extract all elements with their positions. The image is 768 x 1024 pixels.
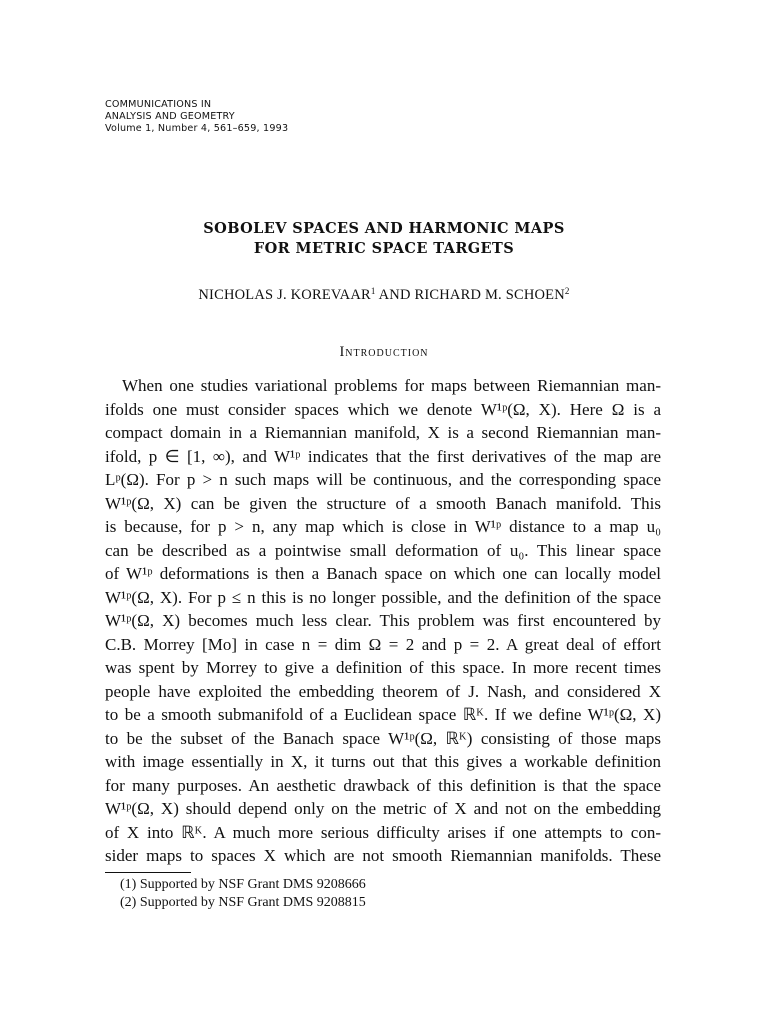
body-line: of X into ℝᴷ. A much more serious difficulty arises if one attempts to con-	[105, 822, 661, 842]
body-line: W¹ᵖ(Ω, X) should depend only on the metric of X and not on the embedding	[105, 799, 661, 818]
body-line: was spent by Morrey to give a definition of this space. In more recent times	[105, 658, 661, 677]
body-line: ifold, p ∈ [1, ∞), and W¹ᵖ indicates that the first derivatives of the map are	[105, 446, 661, 466]
body-line: of W¹ᵖ deformations is then a Banach space on which one can locally model	[105, 564, 661, 583]
paper-title	[0, 219, 768, 259]
journal-name-line2: ANALYSIS AND GEOMETRY	[105, 111, 235, 122]
body-text	[105, 374, 661, 868]
title-line2: FOR METRIC SPACE TARGETS	[253, 240, 515, 257]
body-line: with image essentially in X, it turns out that this gives a workable definition	[105, 752, 661, 771]
journal-header	[105, 99, 288, 135]
body-line: W¹ᵖ(Ω, X) can be given the structure of a smooth Banach manifold. This	[105, 493, 661, 513]
body-line: can be described as a pointwise small deformation of u₀. This linear space	[105, 540, 661, 560]
body-line: to be the subset of the Banach space W¹ᵖ(Ω, ℝᴷ) consisting of those maps	[105, 728, 661, 748]
body-line: people have exploited the embedding theorem of J. Nash, and considered X	[105, 681, 661, 701]
author-2: RICHARD M. SCHOEN	[414, 287, 565, 303]
body-line: Lᵖ(Ω). For p > n such maps will be continuous, and the corresponding space	[105, 470, 661, 489]
body-line: ifolds one must consider spaces which we denote W¹ᵖ(Ω, X). Here Ω is a	[105, 399, 661, 419]
body-line: for many purposes. An aesthetic drawback of this definition is that the space	[105, 775, 661, 795]
body-line: C.B. Morrey [Mo] in case n = dim Ω = 2 and p = 2. A great deal of effort	[105, 634, 661, 654]
author-conjunction: AND	[375, 287, 415, 303]
author-2-footnote-mark: 2	[564, 286, 570, 296]
body-line: When one studies variational problems for maps between Riemannian man-	[122, 376, 661, 395]
journal-volume-line: Volume 1, Number 4, 561–659, 1993	[105, 123, 289, 134]
body-line: compact domain in a Riemannian manifold, X is a second Riemannian man-	[105, 423, 661, 442]
title-line1: SOBOLEV SPACES AND HARMONIC MAPS	[203, 220, 565, 237]
footnotes	[120, 876, 366, 911]
body-line: W¹ᵖ(Ω, X) becomes much less clear. This problem was first encountered by	[105, 611, 661, 630]
footnote-1: (1) Supported by NSF Grant DMS 9208666	[120, 877, 366, 892]
author-list	[0, 286, 768, 304]
author-1: NICHOLAS J. KOREVAAR	[198, 287, 371, 303]
body-line: to be a smooth submanifold of a Euclidean space ℝᴷ. If we define W¹ᵖ(Ω, X)	[105, 705, 661, 724]
footnote-2: (2) Supported by NSF Grant DMS 9208815	[120, 894, 366, 910]
body-line: is because, for p > n, any map which is close in W¹ᵖ distance to a map u₀	[105, 517, 661, 536]
journal-name-line1: COMMUNICATIONS IN	[105, 99, 212, 110]
body-line: W¹ᵖ(Ω, X). For p ≤ n this is no longer possible, and the definition of the space	[105, 587, 661, 607]
footnote-rule	[105, 872, 191, 873]
author-1-footnote-mark: 1	[370, 286, 376, 296]
body-line: sider maps to spaces X which are not smooth Riemannian manifolds. These	[105, 846, 661, 865]
section-heading: Introduction	[339, 344, 429, 360]
